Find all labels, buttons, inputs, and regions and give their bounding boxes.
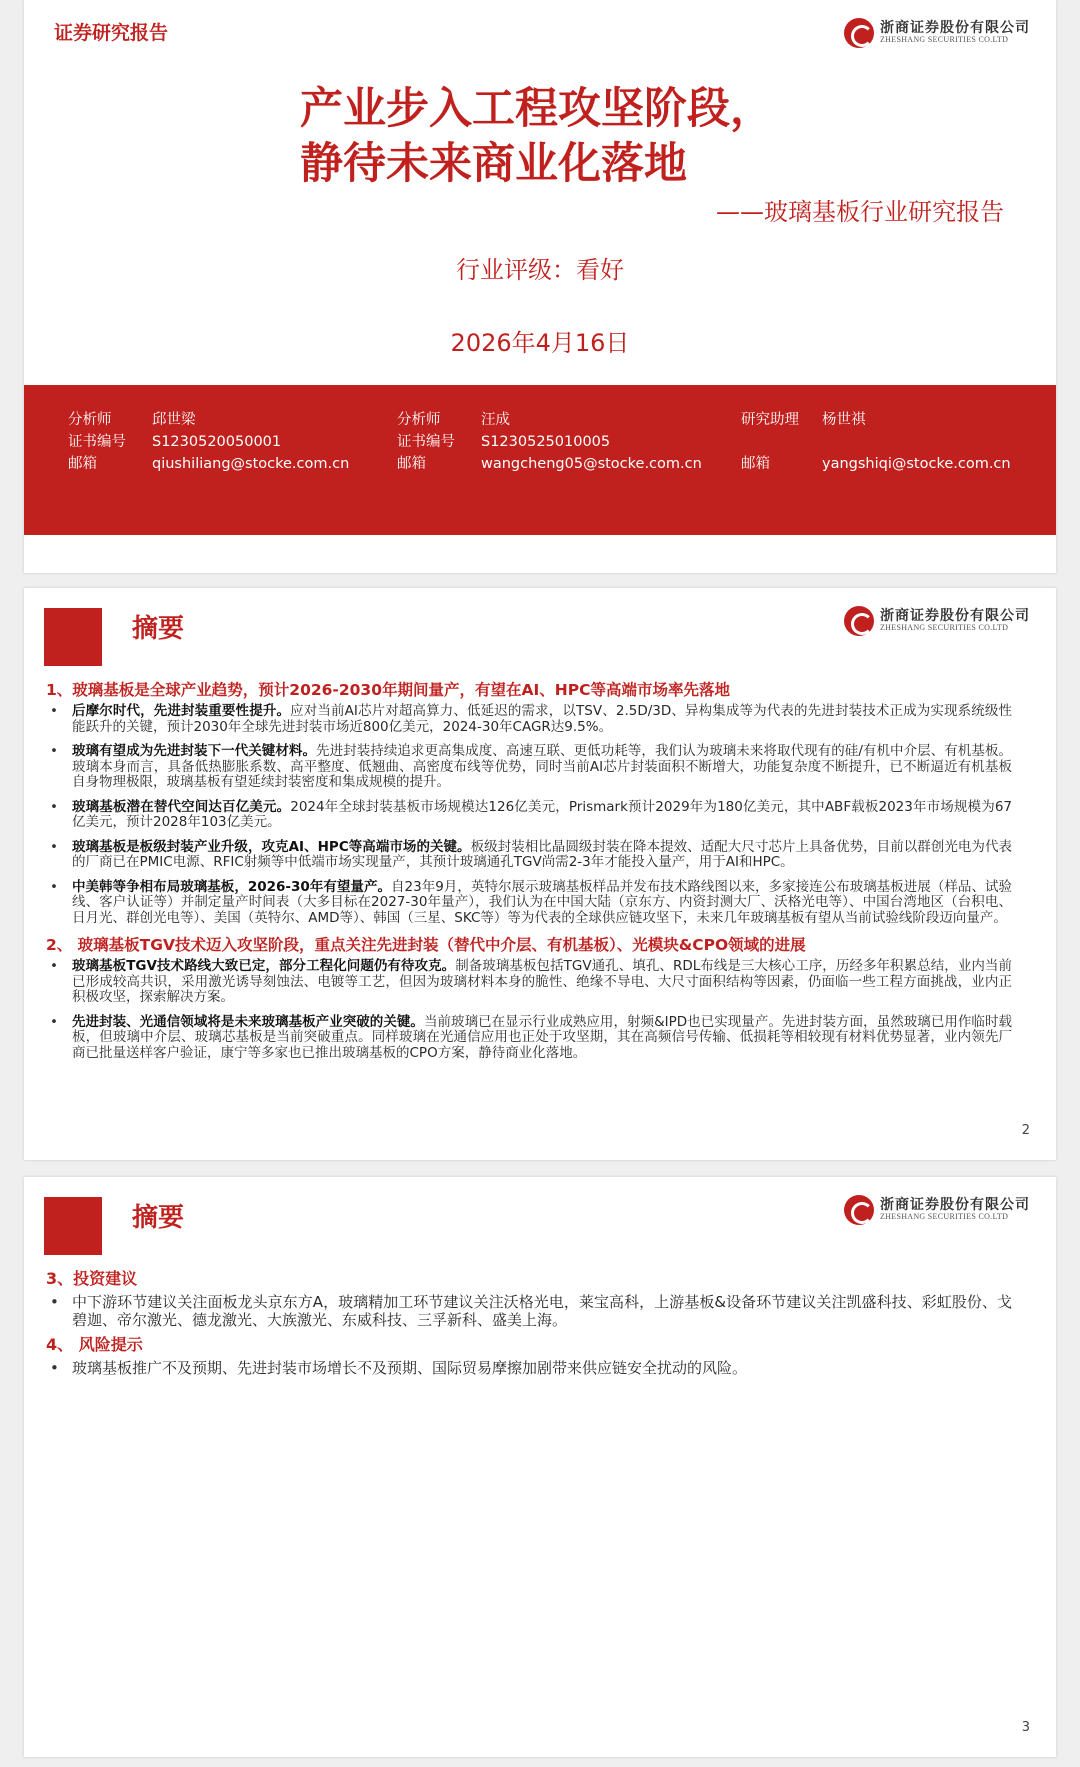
summary-heading: 2、 玻璃基板TGV技术迈入攻坚阶段，重点关注先进封装（替代中介层、有机基板）、光模块&CPO领域的进展 bbox=[46, 936, 806, 954]
cover-slide bbox=[24, 0, 1056, 573]
bullet-lead: 中美韩等争相布局玻璃基板，2026-30年有望量产。 bbox=[72, 878, 392, 895]
summary-bullet bbox=[46, 840, 1012, 871]
bullet-lead: 玻璃有望成为先进封装下一代关键材料。 bbox=[72, 743, 317, 759]
analyst-email[interactable]: wangcheng05@stocke.com.cn bbox=[481, 456, 702, 472]
company-name-cn: 浙商证券股份有限公司 bbox=[880, 20, 1030, 37]
bullet-text: 自23年9月，英特尔展示玻璃基板样品并发布技术路线图以来，多家接连公布玻璃基板进展（样品、试验线、客户认证等）并制定量产时间表（大多目标在2027-30年量产），我们认为在中国大陆（京东方、内资封测大厂、沃格光电等）、中国台湾地区（台积电、日月光、群创光电等）、美国（英特尔、AMD等）、韩国（三星、SKC等）等为代表的全球供应链攻坚下，未来几年玻璃基板有望从当前试验线阶段迈向量产。 bbox=[72, 878, 1012, 926]
zheshang-logo-icon bbox=[844, 18, 874, 48]
company-name-en: ZHESHANG SECURITIES CO.LTD bbox=[880, 35, 1009, 45]
analyst-field-label: 邮箱 bbox=[741, 456, 770, 472]
report-title-line1: 产业步入工程攻坚阶段， bbox=[300, 84, 773, 134]
investment-advice-heading: 3、投资建议 bbox=[46, 1269, 138, 1288]
bullet-text: 当前玻璃已在显示行业成熟应用，射频&IPD也已实现量产。先进封装方面，虽然玻璃已用作临时载板，但玻璃中介层、玻璃芯基板是当前突破重点。同样玻璃在光通信应用也正处于攻坚期，其在高频信号传输、低损耗等相较现有材料优势显著，业内领先厂商已批量送样客户验证，康宁等多家也已推出玻璃基板的CPO方案，静待商业化落地。 bbox=[72, 1013, 1012, 1061]
analyst-block bbox=[68, 409, 349, 475]
company-logo bbox=[844, 18, 1030, 48]
analyst-field-label: 研究助理 bbox=[741, 412, 799, 428]
analyst-cert-number: S1230525010005 bbox=[481, 434, 611, 450]
summary-body bbox=[46, 1269, 1012, 1383]
summary-bullet bbox=[46, 744, 1012, 791]
analyst-block bbox=[741, 409, 1011, 475]
section-tag-icon bbox=[44, 1197, 102, 1255]
report-title-line2: 静待未来商业化落地 bbox=[300, 139, 687, 189]
company-name-en: ZHESHANG SECURITIES CO.LTD bbox=[880, 1212, 1009, 1222]
page-number: 2 bbox=[1021, 1123, 1030, 1138]
risk-bullet: • 玻璃基板推广不及预期、先进封装市场增长不及预期、国际贸易摩擦加剧带来供应链安全扰动的风险。 bbox=[46, 1359, 1012, 1377]
bullet-lead: 后摩尔时代，先进封装重要性提升。 bbox=[72, 703, 291, 719]
zheshang-logo-icon bbox=[844, 606, 874, 636]
bullet-text: 应对当前AI芯片对超高算力、低延迟的需求，以TSV、2.5D/3D、异构集成等为代表的先进封装技术正成为实现系统级性能跃升的关键，预计2030年全球先进封装市场近800亿美元，2024-30年CAGR达9.5%。 bbox=[72, 703, 1013, 735]
company-name-cn: 浙商证券股份有限公司 bbox=[880, 608, 1030, 625]
page-number: 3 bbox=[1021, 1720, 1030, 1735]
analyst-email[interactable]: qiushiliang@stocke.com.cn bbox=[152, 456, 350, 472]
summary-bullet bbox=[46, 959, 1012, 1006]
analyst-info-band bbox=[24, 385, 1056, 535]
company-name-en: ZHESHANG SECURITIES CO.LTD bbox=[880, 623, 1009, 633]
summary-bullet bbox=[46, 880, 1012, 927]
analyst-name: 汪成 bbox=[481, 412, 510, 428]
summary-heading: 1、玻璃基板是全球产业趋势，预计2026-2030年期间量产，有望在AI、HPC等高端市场率先落地 bbox=[46, 681, 730, 699]
analyst-field-label: 分析师 bbox=[68, 412, 112, 428]
bullet-text: 制备玻璃基板包括TGV通孔、填孔、RDL布线是三大核心工序，历经多年积累总结，业内当前已形成较高共识，采用激光诱导刻蚀法、电镀等工艺，但因为玻璃材料本身的脆性、绝缘不导电、大尺寸面积结构等因素，仍面临一些工程方面挑战，业内正积极攻坚，探索解决方案。 bbox=[72, 958, 1012, 1005]
summary-body bbox=[46, 680, 1012, 1070]
report-type-label: 证券研究报告 bbox=[54, 22, 169, 44]
analyst-field-label: 邮箱 bbox=[68, 456, 97, 472]
section-title: 摘要 bbox=[132, 614, 185, 644]
bullet-lead: 玻璃基板TGV技术路线大致已定，部分工程化问题仍有待攻克。 bbox=[72, 958, 456, 974]
summary-slide-2 bbox=[24, 1177, 1056, 1757]
section-tag-icon bbox=[44, 608, 102, 666]
company-name-cn: 浙商证券股份有限公司 bbox=[880, 1197, 1030, 1214]
company-logo bbox=[844, 606, 1030, 636]
section-title: 摘要 bbox=[132, 1203, 185, 1233]
analyst-cert-number: S1230520050001 bbox=[152, 434, 282, 450]
bullet-text: 2024年全球封装基板市场规模达126亿美元，Prismark预计2029年为180亿美元，其中ABF载板2023年市场规模为67亿美元，预计2028年103亿美元。 bbox=[72, 798, 1013, 830]
summary-bullet bbox=[46, 704, 1012, 735]
analyst-email[interactable]: yangshiqi@stocke.com.cn bbox=[822, 456, 1011, 472]
bullet-text: 板级封装相比晶圆级封装在降本提效、适配大尺寸芯片上具备优势，目前以群创光电为代表的厂商已在PMIC电源、RFIC射频等中低端市场实现量产，其预计玻璃通孔TGV尚需2-3年才能投入量产，用于AI和HPC。 bbox=[72, 838, 1013, 870]
summary-slide-1 bbox=[24, 588, 1056, 1160]
analyst-name: 邱世梁 bbox=[152, 412, 196, 428]
industry-rating: 行业评级：看好 bbox=[456, 256, 624, 284]
analyst-field-label: 证书编号 bbox=[68, 434, 126, 450]
report-date: 2026年4月16日 bbox=[450, 329, 630, 357]
summary-bullet bbox=[46, 800, 1012, 831]
analyst-block bbox=[397, 409, 702, 475]
zheshang-logo-icon bbox=[844, 1195, 874, 1225]
summary-bullet bbox=[46, 1015, 1012, 1062]
bullet-lead: 玻璃基板是板级封装产业升级，攻克AI、HPC等高端市场的关键。 bbox=[72, 838, 471, 855]
analyst-field-label: 证书编号 bbox=[397, 434, 455, 450]
bullet-text: 先进封装持续追求更高集成度、高速互联、更低功耗等，我们认为玻璃未来将取代现有的硅/有机中介层、有机基板。玻璃本身而言，具备低热膨胀系数、高平整度、低翘曲、高密度布线等优势，同时当前AI芯片封装面积不断增大，功能复杂度不断提升，已不断逼近有机基板自身物理极限，玻璃基板有望延续封装密度和集成规模的提升。 bbox=[72, 743, 1013, 790]
report-title bbox=[300, 82, 900, 192]
bullet-lead: 先进封装、光通信领域将是未来玻璃基板产业突破的关键。 bbox=[72, 1013, 424, 1030]
investment-advice-bullet: • 中下游环节建议关注面板龙头京东方A，玻璃精加工环节建议关注沃格光电，莱宝高科，上游基板&设备环节建议关注凯盛科技、彩虹股份、戈碧迦、帝尔激光、德龙激光、大族激光、东威科技、三孚新科、盛美上海。 bbox=[46, 1293, 1012, 1329]
company-logo bbox=[844, 1195, 1030, 1225]
analyst-field-label bbox=[741, 431, 822, 453]
bullet-lead: 玻璃基板潜在替代空间达百亿美元。 bbox=[72, 798, 291, 815]
analyst-field-label: 分析师 bbox=[397, 412, 441, 428]
analyst-field-label: 邮箱 bbox=[397, 456, 426, 472]
risk-heading: 4、 风险提示 bbox=[46, 1335, 143, 1354]
analyst-name: 杨世祺 bbox=[822, 412, 866, 428]
report-subtitle: ——玻璃基板行业研究报告 bbox=[716, 198, 1004, 226]
